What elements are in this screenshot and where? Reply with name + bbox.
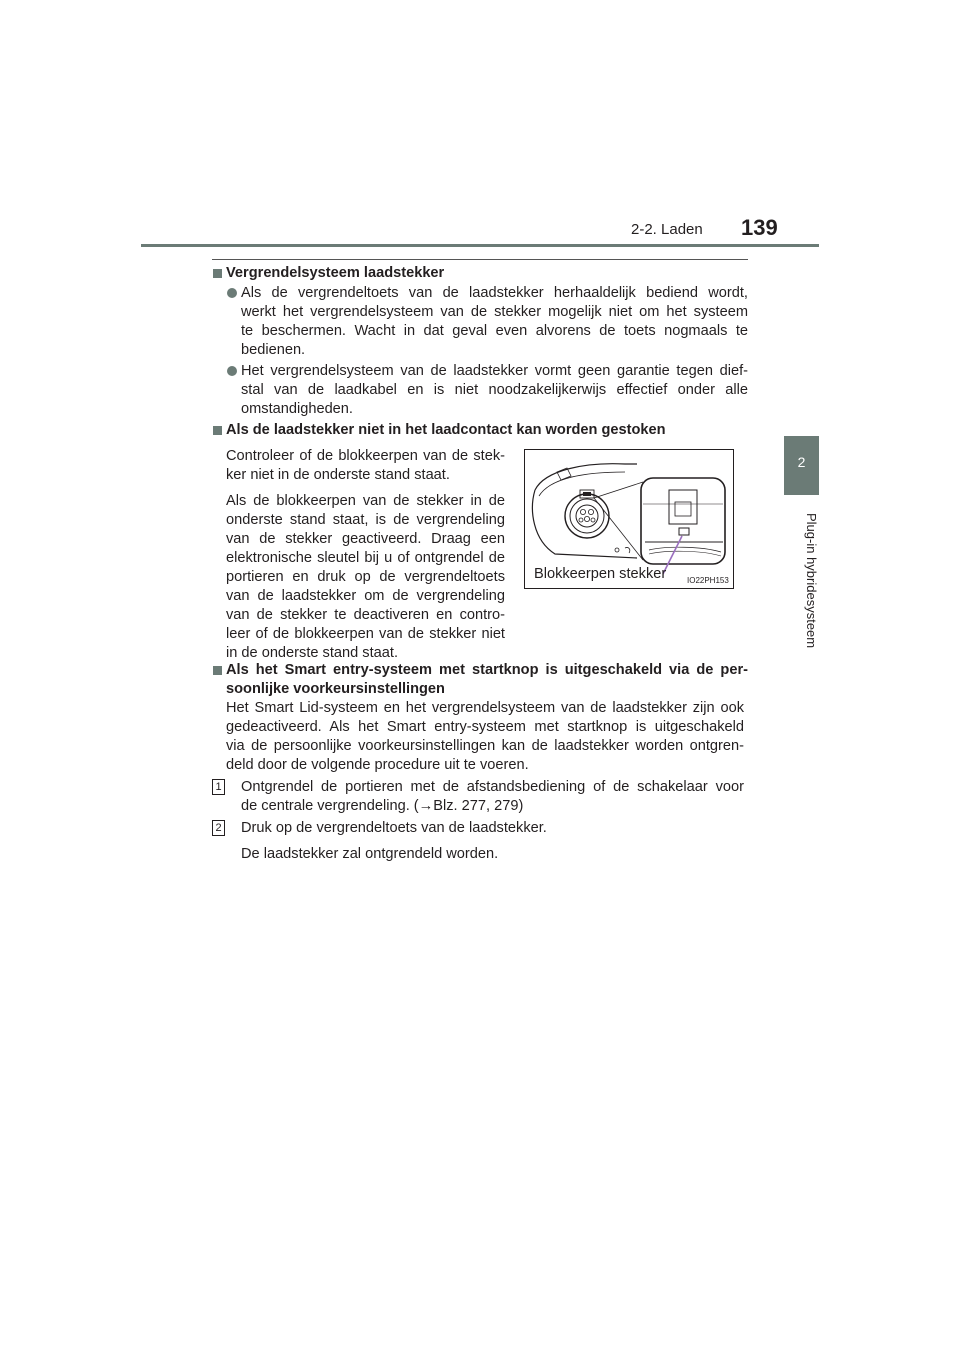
page-number: 139 <box>741 215 778 240</box>
figure-code: IO22PH153 <box>687 576 729 585</box>
bullet-text: Als de vergrendeltoets van de laadstekker herhaaldelijk bediend wordt, <box>241 285 748 301</box>
square-bullet-icon <box>213 666 222 675</box>
paragraph-text: gedeactiveerd. Als het Smart entry-systeem met startknop is uitgeschakeld <box>226 719 744 735</box>
paragraph-text: in de onderste stand staat. <box>226 645 398 661</box>
bullet-text: omstandigheden. <box>241 401 353 417</box>
paragraph-text: van de laadstekker om de vergrendeling <box>226 588 505 604</box>
square-bullet-icon <box>213 269 222 278</box>
charging-port-figure <box>524 449 734 589</box>
paragraph-text: van de stekker geactiveerd. Draag een <box>226 531 505 547</box>
chapter-label-text: Plug-in hybridesysteem <box>804 513 819 649</box>
paragraph-text: Het Smart Lid-systeem en het vergrendelsysteem van de laadstekker zijn ook <box>226 700 744 716</box>
paragraph-text: via de persoonlijke voorkeursinstellingen kan de laadstekker worden ontgren- <box>226 738 744 754</box>
square-bullet-icon <box>213 426 222 435</box>
figure-caption: Blokkeerpen stekker <box>534 566 667 582</box>
bullet-text: werkt het vergrendelsysteem van de stekker mogelijk niet om het systeem <box>241 304 748 320</box>
heading-smart-entry: Als het Smart entry-systeem met startknop is uitgeschakeld via de per- <box>226 662 748 678</box>
round-bullet-icon <box>227 288 237 298</box>
paragraph-text: portieren en druk op de vergrendeltoets <box>226 569 505 585</box>
paragraph-text: deld door de volgende procedure uit te voeren. <box>226 757 529 773</box>
paragraph-text: elektronische sleutel bij u of ontgrendel de <box>226 550 505 566</box>
bullet-text: bedienen. <box>241 342 306 358</box>
chapter-label <box>784 500 819 660</box>
paragraph-text: leer of de blokkeerpen van de stekker niet <box>226 626 505 642</box>
chapter-tab <box>784 436 819 495</box>
bullet-text: Het vergrendelsysteem van de laadstekker vormt geen garantie tegen dief- <box>241 363 748 379</box>
paragraph-text: onderste stand staat, is de vergrendeling <box>226 512 505 528</box>
bullet-text: te beschermen. Wacht in dat geval even alvorens de toets nogmaals te <box>241 323 748 339</box>
section-title: 2-2. Laden <box>631 221 703 238</box>
heading-plug-insert: Als de laadstekker niet in het laadcontact kan worden gestoken <box>226 422 666 438</box>
paragraph-text: van de stekker te deactiveren en contro- <box>226 607 505 623</box>
step-number-box: 1 <box>212 779 225 795</box>
step-text: de centrale vergrendeling. (→Blz. 277, 279) <box>241 798 524 814</box>
chapter-number: 2 <box>797 454 806 470</box>
heading-smart-entry: soonlijke voorkeursinstellingen <box>226 681 445 697</box>
step-text: Druk op de vergrendeltoets van de laadstekker. <box>241 820 547 836</box>
paragraph-text: ker niet in de onderste stand staat. <box>226 467 450 483</box>
paragraph-text: Controleer of de blokkeerpen van de stek- <box>226 448 505 464</box>
paragraph-text: Als de blokkeerpen van de stekker in de <box>226 493 505 509</box>
heading-lock-system: Vergrendelsysteem laadstekker <box>226 265 445 281</box>
header-rule <box>141 244 819 247</box>
round-bullet-icon <box>227 366 237 376</box>
content-rule <box>212 259 748 260</box>
step-text: Ontgrendel de portieren met de afstandsbediening of de schakelaar voor <box>241 779 744 795</box>
step-text: De laadstekker zal ontgrendeld worden. <box>241 846 499 862</box>
bullet-text: stal van de laadkabel en is niet noodzakelijkerwijs effectief onder alle <box>241 382 748 398</box>
step-number-box: 2 <box>212 820 225 836</box>
